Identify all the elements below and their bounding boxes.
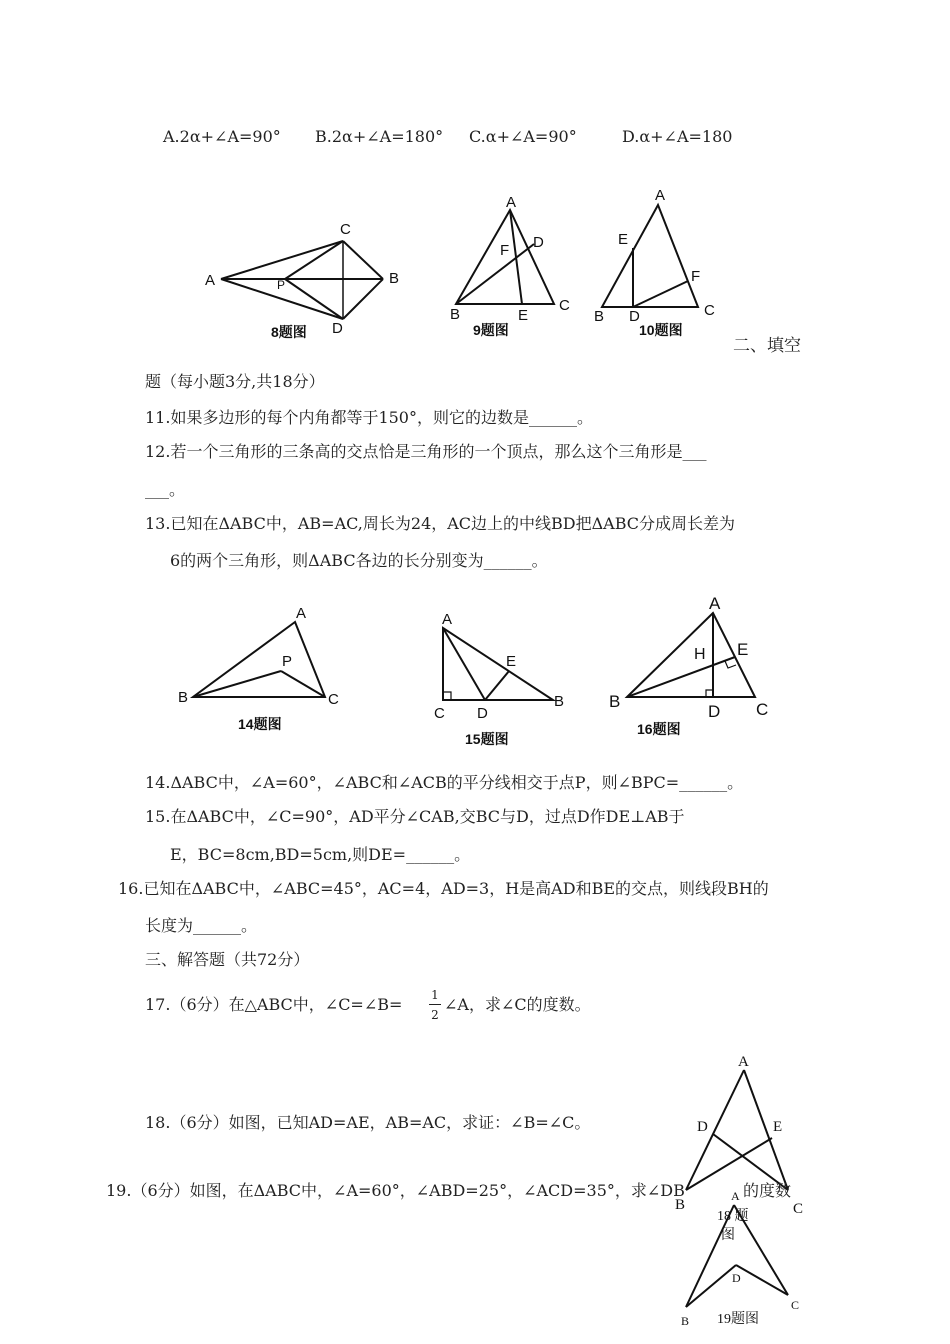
fig14-label-p: P [282,653,293,670]
fig14-label-b: B [178,689,189,706]
fig19-label-d: D [732,1271,741,1285]
question-16-line1: 16.已知在ΔABC中，∠ABC=45°，AC=4，AD=3，H是高AD和BE的交点，则线段BH的 [118,879,769,898]
fig10-label-a: A [655,187,666,204]
question-11: 11.如果多边形的每个内角都等于150°，则它的边数是______。 [145,408,593,427]
option-c: C.α+∠A=90° [469,127,577,146]
question-14: 14.ΔABC中，∠A=60°，∠ABC和∠ACB的平分线相交于点P，则∠BPC=______。 [145,773,744,792]
fig19-label-a: A [731,1189,740,1203]
fig18-label-c: C [793,1201,804,1217]
fig10-label-c: C [704,302,715,319]
question-16-line2: 长度为______。 [145,916,258,935]
fig10-label-f: F [691,268,701,285]
question-12-line2: ___。 [145,480,186,499]
figure-15 [425,608,575,753]
fig14-caption: 14题图 [238,716,282,732]
fig8-label-p: P [277,278,286,292]
figure-9 [440,192,580,342]
fig8-label-b: B [389,270,400,287]
fig18-label-d: D [697,1119,708,1135]
question-15-line2: E，BC=8cm,BD=5cm,则DE=______。 [170,845,471,864]
fig8-label-d: D [332,320,343,337]
figure-19 [670,1181,810,1344]
fig19-caption: 19题图 [717,1312,759,1327]
fig18-label-b: B [675,1197,686,1213]
fig8-label-a: A [205,272,216,289]
fig16-label-e: E [737,640,749,659]
fig16-label-d: D [708,702,721,721]
fig19-label-b: B [681,1314,690,1328]
fig14-label-a: A [296,605,307,622]
fraction-denominator: 2 [431,1008,439,1022]
fig16-label-c: C [756,700,769,719]
question-13-line2: 6的两个三角形，则ΔABC各边的长分别变为______。 [170,551,548,570]
question-19-tail: 的度数 [743,1181,792,1200]
fig18-label-e: E [773,1119,783,1135]
fig9-label-a: A [506,194,517,211]
fig10-caption: 10题图 [639,322,683,338]
option-a: A.2α+∠A=90° [163,127,281,146]
fig8-label-c: C [340,221,351,238]
section3-heading: 三、解答题（共72分） [145,950,310,969]
option-d: D.α+∠A=180 [622,127,733,146]
fig10-label-b: B [594,308,605,325]
figure-8 [195,215,415,345]
fig10-label-d: D [629,308,640,325]
option-b: B.2α+∠A=180° [315,127,444,146]
fig9-label-d: D [533,234,544,251]
question-17-prefix: 17.（6分）在△ABC中，∠C=∠B= [145,995,403,1014]
figure-16 [605,595,790,745]
fig15-caption: 15题图 [465,731,509,747]
fig16-label-b: B [609,692,621,711]
fig15-label-a: A [442,611,453,628]
fig16-label-a: A [709,594,721,613]
figure-10 [590,185,730,345]
section2-heading-part1: 二、填空 [733,336,801,356]
section2-heading-part2: 题（每小题3分,共18分） [145,372,325,391]
fig15-label-d: D [477,705,488,722]
fig10-label-e: E [618,231,629,248]
fig15-label-e: E [506,653,517,670]
fig15-label-c: C [434,705,445,722]
fig9-caption: 9题图 [473,322,509,338]
fig15-label-b: B [554,693,565,710]
fig8-caption: 8题图 [271,324,307,340]
fig18-label-a: A [738,1054,749,1070]
fig14-label-c: C [328,691,339,708]
fig9-label-c: C [559,297,570,314]
question-19: 19.（6分）如图，在ΔABC中，∠A=60°，∠ABD=25°，∠ACD=35°，求∠DB [106,1181,685,1200]
fig18-caption-line2: 图 [721,1228,735,1243]
question-17-suffix: ∠A，求∠C的度数。 [444,995,591,1014]
fraction-bar [429,1004,441,1005]
figure-14 [175,600,355,740]
fig9-label-b: B [450,306,461,323]
fig18-caption-line1: 18 题 [717,1209,749,1224]
question-15-line1: 15.在ΔABC中，∠C=90°，AD平分∠CAB,交BC与D，过点D作DE⊥AB于 [145,807,685,826]
fig9-label-e: E [518,307,529,324]
fig16-label-h: H [694,646,706,663]
question-18: 18.（6分）如图，已知AD=AE，AB=AC，求证：∠B=∠C。 [145,1113,591,1132]
fig9-label-f: F [500,242,510,259]
fig16-caption: 16题图 [637,721,681,737]
question-12-line1: 12.若一个三角形的三条高的交点恰是三角形的一个顶点，那么这个三角形是___ [145,442,707,461]
fraction-numerator: 1 [431,988,439,1002]
question-13-line1: 13.已知在ΔABC中，AB=AC,周长为24，AC边上的中线BD把ΔABC分成周长差为 [145,514,736,533]
fig19-label-c: C [791,1298,800,1312]
